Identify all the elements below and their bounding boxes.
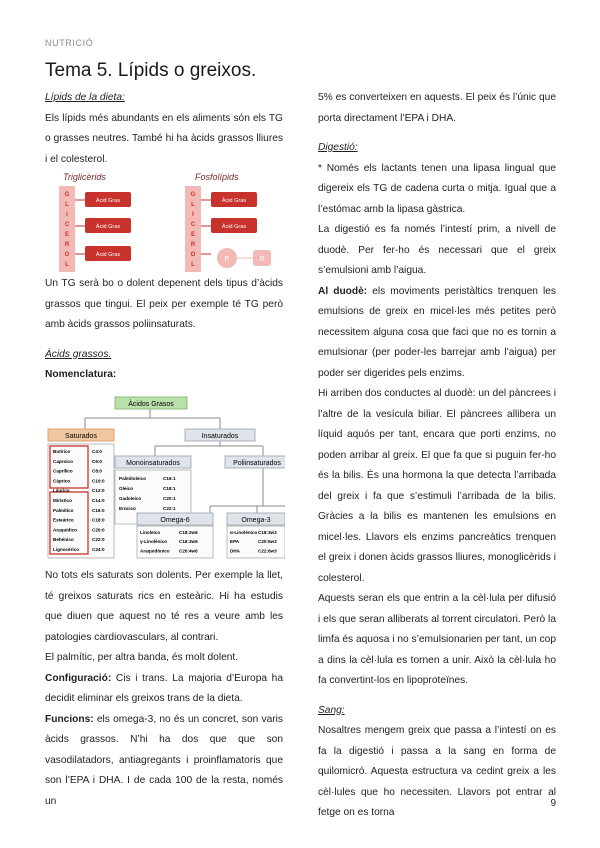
section-heading-digestion: Digestió:	[318, 142, 358, 153]
phosphate-label: P	[224, 256, 230, 263]
fatty-acid-name: Araquídico	[53, 527, 77, 533]
page-number: 9	[550, 798, 556, 809]
glycerol-letter: E	[64, 232, 70, 238]
fatty-acid-code: C16:1	[163, 476, 176, 481]
glycerol-letter: E	[190, 232, 196, 238]
fatty-acid-name: Erúcico	[119, 506, 136, 511]
node-omega-6-label: Omega-6	[160, 517, 190, 524]
paragraph: El palmític, per altra banda, és molt dolent.	[45, 652, 239, 663]
glycerol-letter: I	[66, 212, 68, 218]
fatty-acid-name: Esteárico	[53, 517, 74, 523]
duodenum-label: Al duodè:	[318, 285, 368, 297]
fatty-acid-code: C6:0	[92, 458, 102, 464]
fatty-acid-code: C18:2w6	[179, 530, 198, 535]
page-title: Tema 5. Lípids o greixos.	[45, 60, 257, 81]
fatty-acid-code: C18:0	[92, 517, 105, 523]
fatty-acid-classification-diagram	[45, 392, 285, 562]
phospholipids-title: Fosfolípids	[195, 172, 239, 182]
left-column-top	[45, 88, 283, 170]
fatty-acid-code: C18:3w3	[258, 530, 277, 535]
left-column-bottom	[45, 566, 283, 812]
right-column	[318, 88, 556, 824]
functions-text: els omega-3, no és un concret, son varis àcids grassos. N’hi ha dos que que son vasodilatadors, antiagregants i proinflamatoris que son l’EPA i DHA. I de cada 100 de la resta, només un	[45, 713, 283, 807]
section-heading-lipids: Lípids de la dieta:	[45, 92, 125, 103]
paragraph: Els lípids més abundants en els aliments són els TG o grasses neutres. També hi ha àcids grassos lliures i el colesterol.	[45, 112, 283, 165]
fatty-acid-name: Caprílico	[53, 468, 73, 474]
fatty-acid-code: C10:0	[92, 478, 105, 484]
paragraph: Nosaltres mengem greix que passa a l’intestí on es fa la digestió i passa a la sang en forma de quilomicró. Aquesta estructura va cedint greix a les cèl·lules que ho necessiten. Llavors pot entrar al fetge on es torna	[318, 725, 556, 818]
fatty-acid-name: DHA	[230, 548, 240, 554]
fatty-acid-name: Butírico	[53, 449, 71, 454]
fatty-acid-code: C8:0	[92, 468, 102, 474]
fatty-acid-name: Gadoleico	[119, 496, 142, 501]
fatty-acid-label: Àcid Gras	[95, 224, 121, 230]
lipid-structure-figure	[45, 170, 285, 276]
section-heading-blood: Sang:	[318, 704, 345, 716]
glycerol-letter: L	[65, 262, 69, 268]
glycerol-letter: L	[191, 202, 195, 208]
glycerol-letter: C	[190, 222, 196, 228]
functions-label: Funcions:	[45, 713, 94, 725]
fatty-acid-code: C22:6w3	[258, 548, 277, 554]
paragraph: La digestió es fa només l’intestí prim, a nivell de duodè. Per fer-ho és necessari que el greix s’emulsioni amb l’aigua.	[318, 224, 556, 276]
fatty-acid-name: α-Linolénico	[230, 530, 258, 535]
node-unsaturated-label: Insaturados	[201, 433, 239, 440]
fatty-acid-label: Àcid Gras	[95, 198, 121, 204]
paragraph-functions	[45, 710, 283, 813]
glycerol-letter: L	[191, 262, 195, 268]
glycerol-letter: R	[190, 242, 196, 248]
paragraph: Hi arriben dos conductes al duodè: un del pàncrees i l’altre de la vesícula biliar. El pàncrees allibera un líquid aquós per tant, encara que porti enzims, no poden arribar al greix. El que fa que si puguin fer-ho és la bilis. És una hormona la que detecta l’arribada del greix i fa que s’estimuli l’arribada de la bilis. Gràcies a la bilis es mantenen les emulsions en micel·les. Llavors els enzims pancreàtics trenquen el greix i donen àcids grassos lliures, monoglicèrids i colesterol.	[318, 388, 556, 584]
fatty-acid-name: Cáprico	[53, 478, 71, 484]
node-monounsaturated-label: Monoinsaturados	[126, 460, 180, 467]
glycerol-bar	[59, 186, 75, 272]
fatty-acid-code: C24:0	[92, 547, 105, 552]
fatty-acid-name: Linoleico	[140, 530, 161, 535]
fatty-acid-code: C22:1	[163, 506, 176, 511]
running-header: NUTRICIÓ	[45, 38, 94, 48]
fatty-acid-name: Lignocérico	[53, 547, 80, 552]
fatty-acid-code: C20:5w3	[258, 539, 277, 545]
configuration-label: Configuració:	[45, 672, 112, 684]
fatty-acid-code: C14:0	[92, 498, 105, 503]
fatty-acid-name: Behénico	[53, 537, 74, 543]
glycerol-letter: L	[65, 202, 69, 208]
left-column-mid	[45, 274, 283, 386]
node-fatty-acids-label: Àcidos Grasos	[128, 401, 174, 408]
fatty-acid-name: Palmitoleico	[119, 476, 147, 481]
node-saturated-label: Saturados	[65, 433, 97, 440]
paragraph: 5% es converteixen en aquests. El peix és l’únic que porta directament l’EPA i DHA.	[318, 92, 556, 124]
glycerol-bar	[185, 186, 201, 272]
subheading-nomenclature: Nomenclatura:	[45, 369, 117, 380]
paragraph-configuration	[45, 669, 283, 710]
node-omega-3-label: Omega-3	[241, 517, 271, 524]
fatty-acid-name: γ-Linolénico	[140, 539, 168, 545]
fatty-acid-label: Àcid Gras	[221, 224, 247, 230]
paragraph: Un TG serà bo o dolent depenent dels tipus d’àcids grassos que tingui. El peix per exemple té TG però amb àcids grassos poliinsaturats.	[45, 278, 283, 330]
fatty-acid-label: Àcid Gras	[221, 198, 247, 204]
glycerol-letter: C	[64, 222, 70, 228]
fatty-acid-name: Mirístico	[53, 498, 72, 503]
r-group-label: R	[259, 256, 265, 263]
fatty-acid-label: Àcid Gras	[95, 252, 121, 258]
paragraph: Aquests seran els que entrin a la cèl·lula per difusió i els que seran alliberats al torrent circulatori. Però la limfa és aquosa i no s’emulsionarien per tant, un cop a dins la cèl·lula es tornen a unir. Això la cèl·lula ho fa convertint-los en lipoproteïnes.	[318, 593, 556, 686]
glycerol-letter: O	[190, 252, 196, 258]
fatty-acid-code: C16:0	[92, 507, 105, 513]
glycerol-letter: O	[64, 252, 70, 258]
paragraph: * Només els lactants tenen una lipasa lingual que digereix els TG de cadena curta o mitja. Igual que a l’estómac amb la lipasa gàstrica.	[318, 162, 556, 215]
duodenum-text: els moviments peristàltics trenquen les emulsions de greix en micel·les més petites però necessitem alguna cosa que faci que no es tornin a emulsionar (per poder-les barrejar amb l’aigua) per poder ser digerides pels enzims.	[318, 285, 557, 379]
glycerol-letter: R	[64, 242, 70, 248]
fatty-acid-name: Palmítico	[53, 507, 74, 513]
fatty-acid-code: C20:0	[92, 527, 105, 533]
glycerol-letter: G	[64, 192, 70, 198]
fatty-acid-name: Oleico	[119, 486, 134, 491]
fatty-acid-name: Láurico	[53, 488, 70, 494]
triglycerides-title: Triglicèrids	[63, 172, 106, 182]
fatty-acid-code: C22:0	[92, 537, 105, 543]
section-heading-fatty-acids: Àcids grassos.	[45, 348, 112, 360]
configuration-text: Cis i trans. La majoria d’Europa ha decidit eliminar els greixos trans de la dieta.	[45, 672, 283, 704]
fatty-acid-code: C18:1	[163, 486, 176, 491]
fatty-acid-name: EPA	[230, 539, 240, 545]
fatty-acid-code: C12:0	[92, 488, 105, 494]
fatty-acid-name: Araquidónico	[140, 548, 170, 554]
node-polyunsaturated-label: Poliinsaturados	[233, 460, 281, 467]
fatty-acid-code: C20:1	[163, 496, 176, 501]
fatty-acid-code: C20:4w6	[179, 548, 198, 554]
fatty-acid-code: C4:0	[92, 449, 102, 454]
fatty-acid-name: Caproico	[53, 458, 73, 464]
paragraph: No tots els saturats son dolents. Per exemple la llet, té greixos saturats rics en esteàric. Hi ha estudis que diuen que aquest no té res a veure amb les patologies cardiovasculars, al contrari.	[45, 570, 283, 643]
fatty-acid-code: C18:3w6	[179, 539, 198, 545]
glycerol-letter: I	[192, 212, 194, 218]
paragraph-duodenum	[318, 282, 556, 385]
glycerol-letter: G	[190, 192, 196, 198]
